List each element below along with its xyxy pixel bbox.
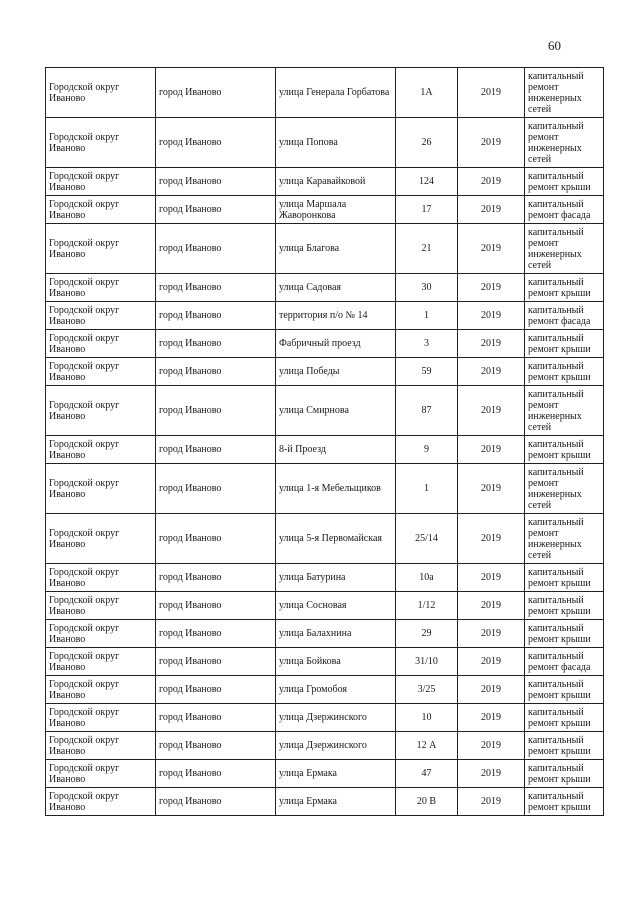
district-cell: Городской округ Иваново bbox=[46, 386, 156, 436]
year-cell: 2019 bbox=[458, 788, 525, 816]
city-cell: город Иваново bbox=[156, 788, 276, 816]
table-row bbox=[46, 330, 604, 358]
house-cell: 47 bbox=[396, 760, 458, 788]
work-type-cell: капитальный ремонт крыши bbox=[525, 564, 604, 592]
year-cell: 2019 bbox=[458, 302, 525, 330]
street-cell: улица Батурина bbox=[276, 564, 396, 592]
district-cell: Городской округ Иваново bbox=[46, 196, 156, 224]
district-cell: Городской округ Иваново bbox=[46, 464, 156, 514]
repair-register-table bbox=[45, 67, 604, 816]
table-row bbox=[46, 564, 604, 592]
house-cell: 1 bbox=[396, 464, 458, 514]
work-type-cell: капитальный ремонт инженерных сетей bbox=[525, 68, 604, 118]
table-row bbox=[46, 760, 604, 788]
district-cell: Городской округ Иваново bbox=[46, 118, 156, 168]
city-cell: город Иваново bbox=[156, 386, 276, 436]
year-cell: 2019 bbox=[458, 620, 525, 648]
year-cell: 2019 bbox=[458, 68, 525, 118]
work-type-cell: капитальный ремонт инженерных сетей bbox=[525, 464, 604, 514]
street-cell: улица Ермака bbox=[276, 760, 396, 788]
district-cell: Городской округ Иваново bbox=[46, 564, 156, 592]
district-cell: Городской округ Иваново bbox=[46, 330, 156, 358]
street-cell: территория п/о № 14 bbox=[276, 302, 396, 330]
table-row bbox=[46, 302, 604, 330]
district-cell: Городской округ Иваново bbox=[46, 592, 156, 620]
table-row bbox=[46, 224, 604, 274]
house-cell: 1 bbox=[396, 302, 458, 330]
year-cell: 2019 bbox=[458, 274, 525, 302]
work-type-cell: капитальный ремонт крыши bbox=[525, 436, 604, 464]
work-type-cell: капитальный ремонт крыши bbox=[525, 330, 604, 358]
house-cell: 1А bbox=[396, 68, 458, 118]
house-cell: 21 bbox=[396, 224, 458, 274]
table-row bbox=[46, 386, 604, 436]
district-cell: Городской округ Иваново bbox=[46, 302, 156, 330]
table-row bbox=[46, 788, 604, 816]
street-cell: улица Балахнина bbox=[276, 620, 396, 648]
city-cell: город Иваново bbox=[156, 436, 276, 464]
house-cell: 10 bbox=[396, 704, 458, 732]
city-cell: город Иваново bbox=[156, 676, 276, 704]
district-cell: Городской округ Иваново bbox=[46, 732, 156, 760]
house-cell: 20 В bbox=[396, 788, 458, 816]
street-cell: улица Сосновая bbox=[276, 592, 396, 620]
year-cell: 2019 bbox=[458, 760, 525, 788]
work-type-cell: капитальный ремонт крыши bbox=[525, 274, 604, 302]
table-row bbox=[46, 704, 604, 732]
year-cell: 2019 bbox=[458, 464, 525, 514]
year-cell: 2019 bbox=[458, 118, 525, 168]
city-cell: город Иваново bbox=[156, 760, 276, 788]
district-cell: Городской округ Иваново bbox=[46, 168, 156, 196]
work-type-cell: капитальный ремонт крыши bbox=[525, 620, 604, 648]
work-type-cell: капитальный ремонт инженерных сетей bbox=[525, 118, 604, 168]
house-cell: 87 bbox=[396, 386, 458, 436]
city-cell: город Иваново bbox=[156, 68, 276, 118]
year-cell: 2019 bbox=[458, 224, 525, 274]
house-cell: 3 bbox=[396, 330, 458, 358]
year-cell: 2019 bbox=[458, 436, 525, 464]
street-cell: улица Благова bbox=[276, 224, 396, 274]
work-type-cell: капитальный ремонт инженерных сетей bbox=[525, 386, 604, 436]
work-type-cell: капитальный ремонт инженерных сетей bbox=[525, 224, 604, 274]
year-cell: 2019 bbox=[458, 592, 525, 620]
table-row bbox=[46, 118, 604, 168]
year-cell: 2019 bbox=[458, 564, 525, 592]
page-number: 60 bbox=[548, 38, 561, 53]
city-cell: город Иваново bbox=[156, 464, 276, 514]
table-row bbox=[46, 358, 604, 386]
city-cell: город Иваново bbox=[156, 302, 276, 330]
work-type-cell: капитальный ремонт крыши bbox=[525, 168, 604, 196]
house-cell: 59 bbox=[396, 358, 458, 386]
district-cell: Городской округ Иваново bbox=[46, 788, 156, 816]
district-cell: Городской округ Иваново bbox=[46, 224, 156, 274]
street-cell: улица Бойкова bbox=[276, 648, 396, 676]
work-type-cell: капитальный ремонт инженерных сетей bbox=[525, 514, 604, 564]
table-row bbox=[46, 464, 604, 514]
table-row bbox=[46, 648, 604, 676]
city-cell: город Иваново bbox=[156, 564, 276, 592]
year-cell: 2019 bbox=[458, 732, 525, 760]
street-cell: улица Дзержинского bbox=[276, 704, 396, 732]
work-type-cell: капитальный ремонт фасада bbox=[525, 196, 604, 224]
city-cell: город Иваново bbox=[156, 648, 276, 676]
district-cell: Городской округ Иваново bbox=[46, 760, 156, 788]
district-cell: Городской округ Иваново bbox=[46, 358, 156, 386]
work-type-cell: капитальный ремонт фасада bbox=[525, 648, 604, 676]
street-cell: улица Дзержинского bbox=[276, 732, 396, 760]
table-row bbox=[46, 68, 604, 118]
work-type-cell: капитальный ремонт крыши bbox=[525, 704, 604, 732]
city-cell: город Иваново bbox=[156, 358, 276, 386]
table-row bbox=[46, 514, 604, 564]
work-type-cell: капитальный ремонт крыши bbox=[525, 760, 604, 788]
street-cell: улица Ермака bbox=[276, 788, 396, 816]
house-cell: 3/25 bbox=[396, 676, 458, 704]
work-type-cell: капитальный ремонт фасада bbox=[525, 302, 604, 330]
street-cell: улица 5-я Первомайская bbox=[276, 514, 396, 564]
house-cell: 26 bbox=[396, 118, 458, 168]
city-cell: город Иваново bbox=[156, 620, 276, 648]
work-type-cell: капитальный ремонт крыши bbox=[525, 732, 604, 760]
work-type-cell: капитальный ремонт крыши bbox=[525, 592, 604, 620]
table-row bbox=[46, 620, 604, 648]
year-cell: 2019 bbox=[458, 514, 525, 564]
year-cell: 2019 bbox=[458, 676, 525, 704]
house-cell: 31/10 bbox=[396, 648, 458, 676]
year-cell: 2019 bbox=[458, 330, 525, 358]
street-cell: улица Генерала Горбатова bbox=[276, 68, 396, 118]
table-row bbox=[46, 274, 604, 302]
table-row bbox=[46, 196, 604, 224]
city-cell: город Иваново bbox=[156, 592, 276, 620]
district-cell: Городской округ Иваново bbox=[46, 704, 156, 732]
district-cell: Городской округ Иваново bbox=[46, 620, 156, 648]
table-row bbox=[46, 592, 604, 620]
table-row bbox=[46, 168, 604, 196]
work-type-cell: капитальный ремонт крыши bbox=[525, 676, 604, 704]
year-cell: 2019 bbox=[458, 358, 525, 386]
city-cell: город Иваново bbox=[156, 514, 276, 564]
city-cell: город Иваново bbox=[156, 330, 276, 358]
street-cell: улица Смирнова bbox=[276, 386, 396, 436]
house-cell: 29 bbox=[396, 620, 458, 648]
city-cell: город Иваново bbox=[156, 196, 276, 224]
district-cell: Городской округ Иваново bbox=[46, 274, 156, 302]
street-cell: улица 1-я Мебельщиков bbox=[276, 464, 396, 514]
house-cell: 30 bbox=[396, 274, 458, 302]
table-row bbox=[46, 732, 604, 760]
year-cell: 2019 bbox=[458, 196, 525, 224]
city-cell: город Иваново bbox=[156, 732, 276, 760]
district-cell: Городской округ Иваново bbox=[46, 648, 156, 676]
city-cell: город Иваново bbox=[156, 704, 276, 732]
street-cell: улица Садовая bbox=[276, 274, 396, 302]
street-cell: улица Победы bbox=[276, 358, 396, 386]
year-cell: 2019 bbox=[458, 168, 525, 196]
year-cell: 2019 bbox=[458, 704, 525, 732]
street-cell: улица Попова bbox=[276, 118, 396, 168]
street-cell: Фабричный проезд bbox=[276, 330, 396, 358]
district-cell: Городской округ Иваново bbox=[46, 436, 156, 464]
house-cell: 124 bbox=[396, 168, 458, 196]
register-body bbox=[46, 68, 604, 816]
city-cell: город Иваново bbox=[156, 118, 276, 168]
house-cell: 9 bbox=[396, 436, 458, 464]
house-cell: 12 А bbox=[396, 732, 458, 760]
street-cell: улица Каравайковой bbox=[276, 168, 396, 196]
street-cell: улица Маршала Жаворонкова bbox=[276, 196, 396, 224]
work-type-cell: капитальный ремонт крыши bbox=[525, 358, 604, 386]
table-row bbox=[46, 436, 604, 464]
district-cell: Городской округ Иваново bbox=[46, 514, 156, 564]
house-cell: 10а bbox=[396, 564, 458, 592]
city-cell: город Иваново bbox=[156, 168, 276, 196]
district-cell: Городской округ Иваново bbox=[46, 676, 156, 704]
year-cell: 2019 bbox=[458, 386, 525, 436]
street-cell: 8-й Проезд bbox=[276, 436, 396, 464]
city-cell: город Иваново bbox=[156, 274, 276, 302]
table-row bbox=[46, 676, 604, 704]
house-cell: 17 bbox=[396, 196, 458, 224]
house-cell: 25/14 bbox=[396, 514, 458, 564]
house-cell: 1/12 bbox=[396, 592, 458, 620]
street-cell: улица Громобоя bbox=[276, 676, 396, 704]
year-cell: 2019 bbox=[458, 648, 525, 676]
district-cell: Городской округ Иваново bbox=[46, 68, 156, 118]
city-cell: город Иваново bbox=[156, 224, 276, 274]
work-type-cell: капитальный ремонт крыши bbox=[525, 788, 604, 816]
